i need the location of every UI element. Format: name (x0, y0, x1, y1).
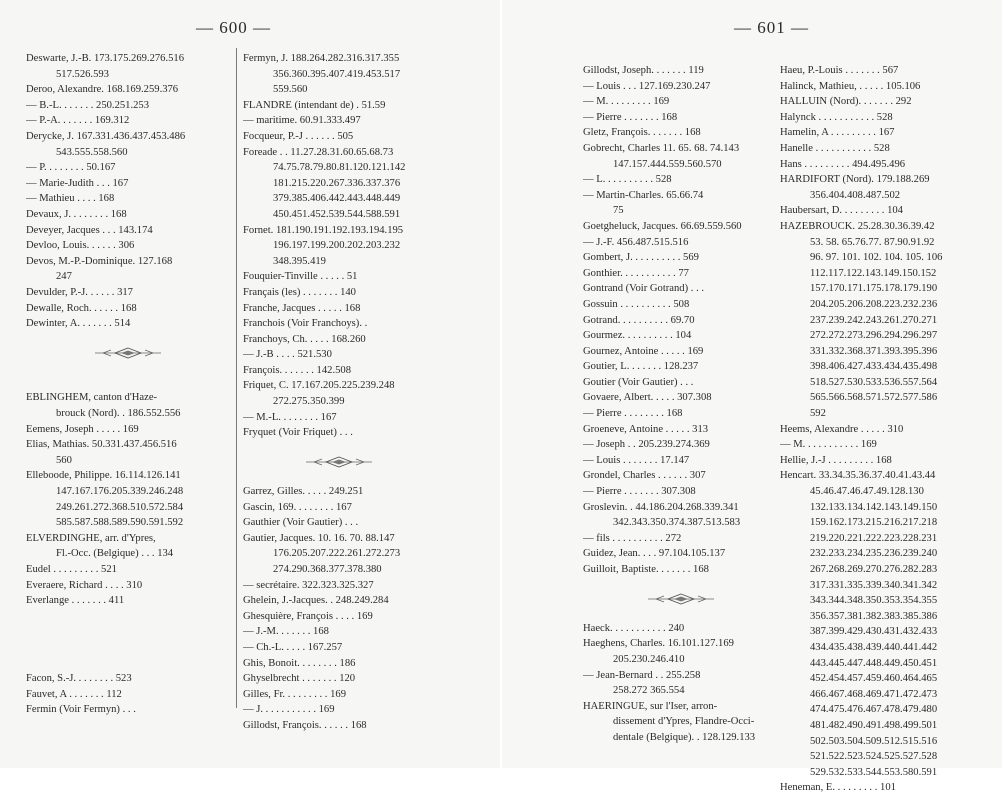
index-entry: Gletz, François. . . . . . . 168 (583, 127, 701, 139)
index-entry: 45.46.47.46.47.49.128.130 (810, 486, 924, 498)
index-entry (26, 656, 230, 672)
index-entry: Everaere, Richard . . . . 310 (26, 579, 143, 591)
index-entry: 474.475.476.467.478.479.480 (810, 704, 938, 716)
index-entry: — J.-B . . . . 521.530 (243, 349, 332, 361)
index-entry: — Pierre . . . . . . . 307.308 (583, 486, 696, 498)
index-entry: Garrez, Gilles. . . . . 249.251 (243, 486, 364, 498)
index-entry: 481.482.490.491.498.499.501 (810, 719, 938, 731)
index-entry: 343.344.348.350.353.354.355 (810, 595, 938, 607)
index-entry: 205.230.246.410 (613, 653, 685, 665)
index-entry: 247 (56, 271, 72, 283)
index-entry: 348.395.419 (273, 255, 326, 267)
index-entry: Heems, Alexandre . . . . . 310 (780, 423, 904, 435)
index-entry: Hellie, J.-J . . . . . . . . . 168 (780, 454, 892, 466)
index-entry: Gotrand. . . . . . . . . . 69.70 (583, 314, 695, 326)
index-entry: 592 (810, 408, 826, 420)
column-divider (236, 48, 237, 708)
index-entry: Haeck. . . . . . . . . . . 240 (583, 622, 685, 634)
index-entry: Franche, Jacques . . . . . 168 (243, 302, 361, 314)
index-entry: — Mathieu . . . . 168 (26, 193, 115, 205)
index-entry: — secrétaire. 322.323.325.327 (243, 579, 374, 591)
index-entry: 132.133.134.142.143.149.150 (810, 501, 938, 513)
index-entry: Franchois (Voir Franchoys). . (243, 318, 368, 330)
index-entry: Guilloit, Baptiste. . . . . . . 168 (583, 564, 709, 575)
index-entry: 356.360.395.407.419.453.517 (273, 68, 401, 80)
index-entry: HALLUIN (Nord). . . . . . . 292 (780, 96, 912, 108)
index-entry: — Marie-Judith . . . 167 (26, 177, 129, 189)
index-entry: Gournez, Antoine . . . . . 169 (583, 345, 704, 357)
index-entry: Derycke, J. 167.331.436.437.453.486 (26, 130, 186, 142)
index-entry: Gossuin . . . . . . . . . . 508 (583, 298, 690, 310)
index-entry (26, 332, 230, 348)
index-entry: Friquet, C. 17.167.205.225.239.248 (243, 380, 395, 392)
index-entry: FLANDRE (intendant de) . 51.59 (243, 99, 386, 111)
index-entry: 529.532.533.544.553.580.591 (810, 766, 938, 778)
index-entry: Hencart. 33.34.35.36.37.40.41.43.44 (780, 470, 936, 482)
index-entry: 272.275.350.399 (273, 396, 345, 408)
index-entry: 272.272.273.296.294.296.297 (810, 330, 938, 342)
index-entry: EBLINGHEM, canton d'Haze- (26, 392, 158, 404)
index-entry (26, 359, 230, 375)
index-entry: — Louis . . . . . . . 17.147 (583, 454, 690, 466)
index-entry: Goetgheluck, Jacques. 66.69.559.560 (583, 220, 742, 232)
index-entry: — J. . . . . . . . . . . 169 (243, 704, 335, 716)
index-entry (26, 375, 230, 391)
ornament-separator (26, 347, 230, 359)
page-number: — 601 — (734, 18, 809, 37)
index-entry: 267.268.269.270.276.282.283 (810, 564, 938, 575)
index-entry: Deroo, Alexandre. 168.169.259.376 (26, 84, 179, 96)
index-entry: 518.527.530.533.536.557.564 (810, 376, 938, 388)
index-entry: 356.357.381.382.383.385.386 (810, 610, 938, 622)
index-entry: Devloo, Louis. . . . . . 306 (26, 240, 135, 252)
index-entry: 585.587.588.589.590.591.592 (56, 517, 184, 529)
index-entry: Foreade . . 11.27.28.31.60.65.68.73 (243, 146, 394, 158)
index-entry: Ghis, Bonoit. . . . . . . . 186 (243, 657, 356, 669)
index-entry: 502.503.504.509.512.515.516 (810, 735, 938, 747)
ornament-separator (243, 456, 435, 468)
index-entry: 356.404.408.487.502 (810, 189, 901, 201)
index-entry: Dewinter, A. . . . . . . 514 (26, 318, 131, 330)
index-entry: 112.117.122.143.149.150.152 (810, 267, 937, 279)
index-entry: — J.-M. . . . . . . 168 (243, 626, 329, 638)
index-entry: — Louis . . . 127.169.230.247 (583, 80, 711, 92)
index-entry: Govaere, Albert. . . . . 307.308 (583, 392, 712, 404)
index-entry: HAZEBROUCK. 25.28.30.36.39.42 (780, 220, 935, 232)
index-entry: Groslevin. . 44.186.204.268.339.341 (583, 501, 739, 513)
index-entry: Gascin, 169. . . . . . . . 167 (243, 501, 352, 513)
index-entry: 159.162.173.215.216.217.218 (810, 517, 938, 529)
index-entry: Groeneve, Antoine . . . . . 313 (583, 423, 709, 435)
index-entry: Haubersart, D. . . . . . . . . 104 (780, 205, 903, 217)
index-entry: 232.233.234.235.236.239.240 (810, 548, 938, 560)
index-entry: Focqueur, P.-J . . . . . . 505 (243, 130, 354, 142)
index-entry: Fermin (Voir Fermyn) . . . (26, 704, 136, 716)
index-entry: Goutier, L. . . . . . . 128.237 (583, 361, 699, 373)
index-entry: ELVERDINGHE, arr. d'Ypres, (26, 532, 156, 544)
index-entry: — M. . . . . . . . . . . 169 (780, 439, 877, 451)
index-entry: Deswarte, J.-B. 173.175.269.276.516 (26, 53, 185, 64)
index-entry: Haeghens, Charles. 16.101.127.169 (583, 638, 734, 650)
index-entry: — Pierre . . . . . . . 168 (583, 111, 678, 123)
index-entry: Deveyer, Jacques . . . 143.174 (26, 224, 153, 236)
index-entry: — J.-F. 456.487.515.516 (583, 236, 689, 248)
index-entry: Ghelein, J.-Jacques. . 248.249.284 (243, 595, 389, 607)
index-entry: 452.454.457.459.460.464.465 (810, 673, 938, 685)
index-entry: Fouquier-Tinville . . . . . 51 (243, 271, 358, 283)
index-entry: 176.205.207.222.261.272.273 (273, 548, 401, 560)
index-column (243, 51, 435, 734)
index-entry: Devaux, J. . . . . . . . 168 (26, 208, 127, 220)
index-entry: 521.522.523.524.525.527.528 (810, 751, 938, 763)
index-entry: 96. 97. 101. 102. 104. 105. 106 (810, 252, 943, 264)
index-entry: Gonthier. . . . . . . . . . . 77 (583, 267, 689, 279)
index-entry: 450.451.452.539.544.588.591 (273, 208, 401, 220)
index-column (780, 63, 992, 796)
index-entry: Gobrecht, Charles 11. 65. 68. 74.143 (583, 142, 740, 154)
index-entry: 181.215.220.267.336.337.376 (273, 177, 401, 189)
index-entry: Hans . . . . . . . . . 494.495.496 (780, 158, 906, 170)
index-entry: — B.-L. . . . . . . 250.251.253 (26, 99, 150, 111)
index-entry: 147.167.176.205.339.246.248 (56, 486, 184, 498)
index-entry: Elias, Mathias. 50.331.437.456.516 (26, 439, 177, 451)
index-entry: Gontrand (Voir Gotrand) . . . (583, 283, 705, 295)
index-entry: 517.526.593 (56, 68, 109, 80)
index-entry: Gauthier (Voir Gautier) . . . (243, 517, 359, 529)
index-entry: Guidez, Jean. . . . 97.104.105.137 (583, 548, 726, 560)
index-entry: Ghyselbrecht . . . . . . . 120 (243, 673, 356, 685)
index-entry: 560 (56, 454, 72, 466)
index-entry: Heneman, E. . . . . . . . . 101 (780, 782, 896, 794)
index-entry: — P.-A. . . . . . . 169.312 (26, 115, 130, 127)
index-entry: dissement d'Ypres, Flandre-Occi- (613, 716, 755, 728)
index-entry: 274.290.368.377.378.380 (273, 564, 382, 575)
index-entry: 387.399.429.430.431.432.433 (810, 626, 938, 638)
index-entry: 559.560 (273, 84, 308, 96)
index-entry (26, 640, 230, 656)
index-entry: 147.157.444.559.560.570 (613, 158, 722, 170)
index-entry: — fils . . . . . . . . . . 272 (583, 532, 682, 544)
index-entry: 237.239.242.243.261.270.271 (810, 314, 938, 326)
index-column (26, 51, 230, 718)
index-entry: Fornet. 181.190.191.192.193.194.195 (243, 224, 404, 236)
right-page (502, 0, 1002, 794)
index-entry: Hamelin, A . . . . . . . . . 167 (780, 127, 895, 139)
index-entry: 317.331.335.339.340.341.342 (810, 579, 938, 591)
index-entry: Eudel . . . . . . . . . 521 (26, 564, 117, 575)
index-entry: 157.170.171.175.178.179.190 (810, 283, 938, 295)
index-entry: Elleboode, Philippe. 16.114.126.141 (26, 470, 181, 482)
index-entry: Gilles, Fr. . . . . . . . . 169 (243, 688, 346, 700)
index-entry: Fryquet (Voir Friquet) . . . (243, 427, 353, 439)
index-entry: dentale (Belgique). . 128.129.133 (613, 731, 756, 743)
index-entry: brouck (Nord). . 186.552.556 (56, 408, 181, 420)
index-entry: 466.467.468.469.471.472.473 (810, 688, 938, 700)
index-entry: Fermyn, J. 188.264.282.316.317.355 (243, 53, 400, 64)
index-entry: Français (les) . . . . . . . 140 (243, 286, 356, 298)
index-entry: Haeu, P.-Louis . . . . . . . 567 (780, 65, 899, 76)
index-entry: 565.566.568.571.572.577.586 (810, 392, 938, 404)
index-entry: Goutier (Voir Gautier) . . . (583, 376, 694, 388)
index-entry: François. . . . . . . 142.508 (243, 364, 351, 376)
index-entry (583, 605, 778, 621)
index-entry: — Pierre . . . . . . . . 168 (583, 408, 683, 420)
index-entry: Facon, S.-J. . . . . . . . 523 (26, 673, 132, 685)
index-entry: 53. 58. 65.76.77. 87.90.91.92 (810, 236, 935, 248)
index-entry: 249.261.272.368.510.572.584 (56, 501, 184, 513)
index-entry: 204.205.206.208.223.232.236 (810, 298, 938, 310)
index-entry: 342.343.350.374.387.513.583 (613, 517, 741, 529)
index-entry: 443.445.447.448.449.450.451 (810, 657, 938, 669)
index-entry: Fl.-Occ. (Belgique) . . . 134 (56, 548, 174, 560)
index-entry (243, 468, 435, 484)
index-entry: — M.-L. . . . . . . . 167 (243, 411, 337, 423)
index-entry: Grondel, Charles . . . . . . 307 (583, 470, 706, 482)
index-entry (26, 624, 230, 640)
index-entry: Fauvet, A . . . . . . . 112 (26, 688, 122, 700)
index-entry: — Martin-Charles. 65.66.74 (583, 189, 704, 201)
index-entry: 379.385.406.442.443.448.449 (273, 193, 401, 205)
index-entry: HARDIFORT (Nord). 179.188.269 (780, 174, 930, 186)
index-entry: 331.332.368.371.393.395.396 (810, 345, 938, 357)
index-entry: 219.220.221.222.223.228.231 (810, 532, 938, 544)
index-entry: — Ch.-L. . . . . 167.257 (243, 641, 343, 653)
index-entry: Gillodst, François. . . . . . 168 (243, 719, 367, 731)
index-entry (583, 578, 778, 594)
index-entry: Ghesquière, François . . . . 169 (243, 610, 373, 622)
left-page (0, 0, 500, 768)
index-entry (26, 609, 230, 625)
index-entry: — Jean-Bernard . . 255.258 (583, 669, 701, 681)
index-entry: Dewalle, Roch. . . . . . 168 (26, 302, 137, 314)
index-entry: Halinck, Mathieu, . . . . . 105.106 (780, 80, 921, 92)
index-entry: 75 (613, 205, 624, 217)
index-entry: 196.197.199.200.202.203.232 (273, 240, 401, 252)
index-entry: Franchoys, Ch. . . . . 168.260 (243, 333, 366, 345)
index-entry: 543.555.558.560 (56, 146, 128, 158)
index-entry: 398.406.427.433.434.435.498 (810, 361, 938, 373)
index-entry: Gombert, J. . . . . . . . . . 569 (583, 252, 699, 264)
index-entry: 74.75.78.79.80.81.120.121.142 (273, 162, 406, 174)
index-entry: Everlange . . . . . . . 411 (26, 595, 125, 607)
index-entry: Halynck . . . . . . . . . . . 528 (780, 111, 893, 123)
index-entry: — L. . . . . . . . . . 528 (583, 174, 672, 186)
index-entry: — P. . . . . . . . 50.167 (26, 162, 116, 174)
index-entry: 258.272 365.554 (613, 685, 685, 697)
index-entry: Gourmez. . . . . . . . . . 104 (583, 330, 692, 342)
index-entry: Gautier, Jacques. 10. 16. 70. 88.147 (243, 532, 395, 544)
index-entry: Hanelle . . . . . . . . . . . 528 (780, 142, 890, 154)
ornament-separator (583, 593, 778, 605)
index-entry: HAERINGUE, sur l'Iser, arron- (583, 700, 718, 712)
index-entry: Gillodst, Joseph. . . . . . . 119 (583, 65, 704, 76)
index-entry: Devulder, P.-J. . . . . . 317 (26, 286, 133, 298)
index-entry: Devos, M.-P.-Dominique. 127.168 (26, 255, 173, 267)
index-entry: — Joseph . . 205.239.274.369 (583, 439, 710, 451)
index-entry: 434.435.438.439.440.441.442 (810, 641, 938, 653)
page-number: — 600 — (196, 18, 271, 37)
index-column (583, 63, 778, 746)
index-entry: — maritime. 60.91.333.497 (243, 115, 361, 127)
index-entry: — M. . . . . . . . . 169 (583, 96, 670, 108)
index-entry (243, 441, 435, 457)
index-entry: Eemens, Joseph . . . . . 169 (26, 423, 139, 435)
